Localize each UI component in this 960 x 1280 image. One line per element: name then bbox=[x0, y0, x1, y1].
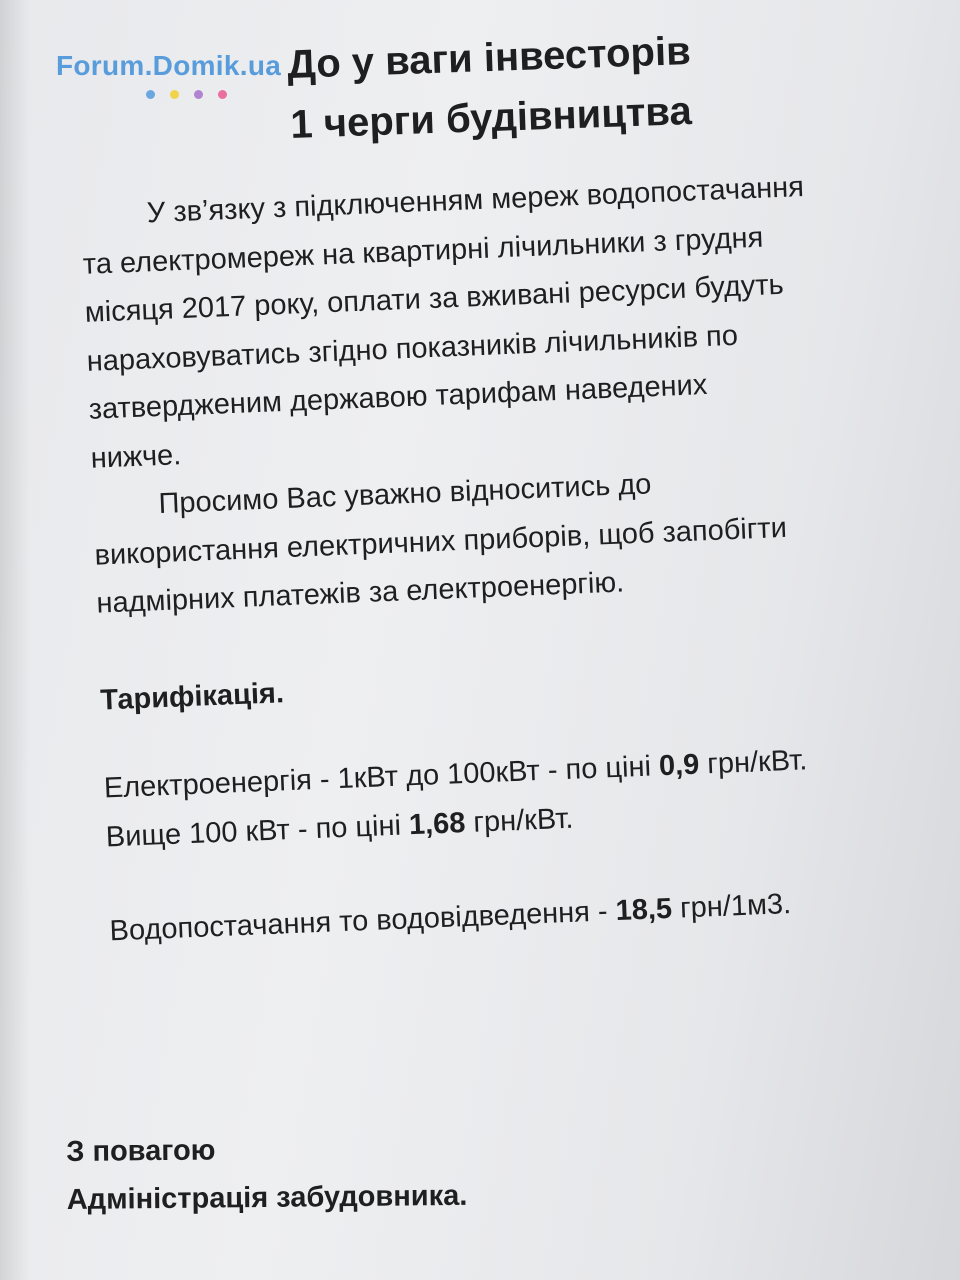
signature-greeting: З повагою bbox=[66, 1134, 216, 1168]
title-line-1: До у ваги інвесторів bbox=[286, 28, 692, 88]
tariffs-heading: Тарифікація. bbox=[99, 676, 285, 717]
paragraph-2-line: надмірних платежів за електроенергію. bbox=[95, 566, 625, 620]
paragraph-1-line: нижче. bbox=[90, 438, 182, 475]
paragraph-1-line: затвердженим державою тарифам наведених bbox=[88, 368, 708, 426]
paragraph-1-line: У зв’язку з підключенням мереж водопостачання bbox=[146, 170, 805, 230]
paragraph-1-line: місяця 2017 року, оплати за вживані ресурси будуть bbox=[84, 268, 785, 329]
watermark-dot bbox=[146, 90, 155, 99]
signature-block bbox=[66, 1122, 667, 1224]
watermark-logo: Forum.Domik.ua bbox=[56, 50, 282, 81]
document-body bbox=[80, 158, 950, 956]
paragraph-1-line: нараховуватись згідно показників лічильників по bbox=[86, 319, 739, 378]
tariff-unit: грн/кВт. bbox=[698, 744, 808, 781]
paragraph-2-line: використання електричних приборів, щоб запобігти bbox=[93, 511, 788, 572]
tariff-unit: грн/кВт. bbox=[464, 802, 574, 839]
paragraph-1-line: та електромереж на квартирні лічильники з грудня bbox=[82, 221, 764, 281]
tariff-text: Водопостачання то водовідведення - bbox=[109, 895, 617, 948]
tariff-text: Електроенергія - 1кВт до 100кВт - по ціні bbox=[103, 750, 660, 805]
title-line-2: 1 черги будівництва bbox=[289, 88, 693, 147]
document-title bbox=[198, 18, 782, 158]
page-shadow bbox=[0, 0, 30, 1280]
tariff-price: 1,68 bbox=[408, 806, 467, 841]
tariff-price: 18,5 bbox=[615, 892, 673, 928]
signature-name: Адміністрація забудовника. bbox=[66, 1179, 468, 1216]
paragraph-2-line: Просимо Вас уважно відноситись до bbox=[157, 468, 652, 521]
tariff-price: 0,9 bbox=[658, 748, 700, 783]
tariff-unit: грн/1м3. bbox=[671, 888, 792, 925]
watermark-dot bbox=[170, 90, 179, 99]
tariff-text: Вище 100 кВт - по ціні bbox=[105, 808, 410, 853]
